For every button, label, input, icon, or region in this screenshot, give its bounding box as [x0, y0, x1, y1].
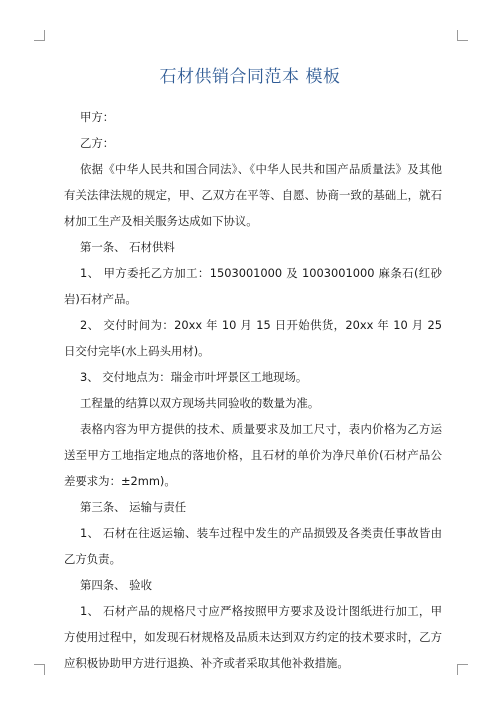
- clause-3-1: 1、 石材在往返运输、装车过程中发生的产品损毁及各类责任事故皆由乙方负责。: [64, 526, 442, 566]
- preamble-paragraph: 依据《中华人民共和国合同法》、《中华人民共和国产品质量法》及其他有关法律法规的规定，甲、乙双方在平等、自愿、协商一致的基础上，就石材加工生产及相关服务达成如下协议。: [64, 162, 442, 228]
- section-heading-1: 第一条、 石材供料: [80, 240, 175, 254]
- document-title: 石材供销合同范本 模板: [159, 67, 341, 87]
- party-b-line: 乙方：: [80, 136, 115, 150]
- settlement-paragraph: 工程量的结算以双方现场共同验收的数量为准。: [80, 396, 320, 410]
- crop-mark-top-right: [457, 30, 468, 41]
- clause-1-2: 2、 交付时间为：20xx 年 10 月 15 日开始供货，20xx 年 10 月 25 日交付完毕(水上码头用材)。: [64, 318, 442, 358]
- crop-mark-bottom-right: [457, 664, 468, 675]
- document-body: [64, 104, 442, 676]
- section-heading-3: 第三条、 运输与责任: [80, 500, 187, 514]
- clause-1-3: 3、 交付地点为：瑞金市叶坪景区工地现场。: [80, 370, 308, 384]
- pricing-paragraph: 表格内容为甲方提供的技术、质量要求及加工尺寸，表内价格为乙方运送至甲方工地指定地点的落地价格，且石材的单价为净尺单价(石材产品公差要求为：±2mm)。: [64, 422, 442, 488]
- crop-mark-top-left: [34, 30, 45, 41]
- party-a-line: 甲方：: [80, 110, 115, 124]
- crop-mark-bottom-left: [34, 664, 45, 675]
- clause-4-1: 1、 石材产品的规格尺寸应严格按照甲方要求及设计图纸进行加工，甲方使用过程中，如发现石材规格及品质未达到双方约定的技术要求时，乙方应积极协助甲方进行退换、补齐或者采取其他补救措施。: [64, 604, 442, 670]
- clause-1-1: 1、 甲方委托乙方加工：1503001000 及 1003001000 麻条石(红砂岩)石材产品。: [64, 266, 442, 306]
- section-heading-4: 第四条、 验收: [80, 578, 152, 592]
